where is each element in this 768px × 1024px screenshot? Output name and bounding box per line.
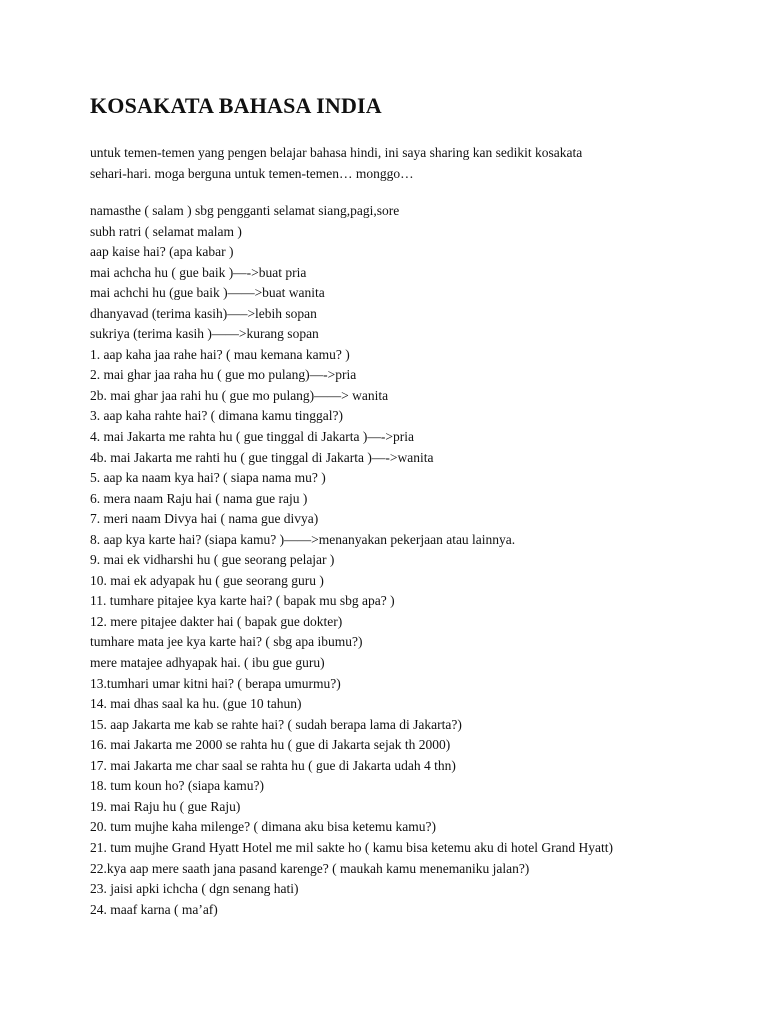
- vocab-item: 5. aap ka naam kya hai? ( siapa nama mu? ): [90, 470, 326, 486]
- vocab-item: namasthe ( salam ) sbg pengganti selamat siang,pagi,sore: [90, 203, 400, 218]
- vocab-item: 18. tum koun ho? (siapa kamu?): [90, 778, 264, 794]
- vocab-item: 11. tumhare pitajee kya karte hai? ( bapak mu sbg apa? ): [90, 593, 395, 609]
- vocab-item: 20. tum mujhe kaha milenge? ( dimana aku bisa ketemu kamu?): [90, 819, 437, 835]
- vocab-item: 4. mai Jakarta me rahta hu ( gue tinggal di Jakarta )—->pria: [90, 429, 414, 445]
- vocab-item: 22.kya aap mere saath jana pasand karenge? ( maukah kamu menemaniku jalan?): [90, 860, 530, 876]
- vocab-item: 2b. mai ghar jaa rahi hu ( gue mo pulang)——> wanita: [90, 387, 389, 403]
- vocab-item: dhanyavad (terima kasih)—–>lebih sopan: [90, 305, 317, 321]
- vocab-item: 24. maaf karna ( ma’af): [90, 901, 218, 917]
- vocab-item: 1. aap kaha jaa rahe hai? ( mau kemana kamu? ): [90, 346, 350, 362]
- vocab-item: 17. mai Jakarta me char saal se rahta hu ( gue di Jakarta udah 4 thn): [90, 757, 456, 773]
- vocab-item: 7. meri naam Divya hai ( nama gue divya): [90, 511, 319, 527]
- vocab-item: 16. mai Jakarta me 2000 se rahta hu ( gue di Jakarta sejak th 2000): [90, 737, 451, 753]
- vocab-item: 12. mere pitajee dakter hai ( bapak gue dokter): [90, 613, 343, 629]
- vocab-item: subh ratri ( selamat malam ): [90, 223, 242, 239]
- vocab-item: 14. mai dhas saal ka hu. (gue 10 tahun): [90, 696, 302, 712]
- vocab-item: 23. jaisi apki ichcha ( dgn senang hati): [90, 881, 299, 897]
- vocab-item: mere matajee adhyapak hai. ( ibu gue guru): [90, 655, 325, 671]
- document-title: KOSAKATA BAHASA INDIA: [90, 93, 382, 118]
- vocab-item: 21. tum mujhe Grand Hyatt Hotel me mil sakte ho ( kamu bisa ketemu aku di hotel Grand Hyatt): [90, 839, 614, 855]
- vocabulary-list: [90, 201, 740, 920]
- vocab-item: 9. mai ek vidharshi hu ( gue seorang pelajar ): [90, 552, 335, 568]
- vocab-item: sukriya (terima kasih )——>kurang sopan: [90, 326, 319, 342]
- vocab-item: 15. aap Jakarta me kab se rahte hai? ( sudah berapa lama di Jakarta?): [90, 716, 462, 732]
- vocab-item: 13.tumhari umar kitni hai? ( berapa umurmu?): [90, 675, 341, 691]
- vocab-item: aap kaise hai? (apa kabar ): [90, 244, 234, 260]
- vocab-item: 8. aap kya karte hai? (siapa kamu? )——>menanyakan pekerjaan atau lainnya.: [90, 531, 516, 547]
- vocab-item: 19. mai Raju hu ( gue Raju): [90, 798, 241, 814]
- vocab-item: mai achchi hu (gue baik )——>buat wanita: [90, 285, 325, 301]
- intro-line: untuk temen-temen yang pengen belajar bahasa hindi, ini saya sharing kan sedikit kosakata: [90, 145, 583, 160]
- vocab-item: 6. mera naam Raju hai ( nama gue raju ): [90, 490, 308, 506]
- vocab-item: 2. mai ghar jaa raha hu ( gue mo pulang)—->pria: [90, 367, 357, 383]
- vocab-item: 3. aap kaha rahte hai? ( dimana kamu tinggal?): [90, 408, 344, 424]
- vocab-item: 10. mai ek adyapak hu ( gue seorang guru ): [90, 572, 324, 588]
- vocab-item: 4b. mai Jakarta me rahti hu ( gue tinggal di Jakarta )—->wanita: [90, 449, 434, 465]
- vocab-item: mai achcha hu ( gue baik )—->buat pria: [90, 264, 307, 280]
- intro-paragraph: [90, 142, 690, 184]
- intro-line: sehari-hari. moga berguna untuk temen-temen… monggo…: [90, 166, 414, 181]
- vocab-item: tumhare mata jee kya karte hai? ( sbg apa ibumu?): [90, 634, 363, 650]
